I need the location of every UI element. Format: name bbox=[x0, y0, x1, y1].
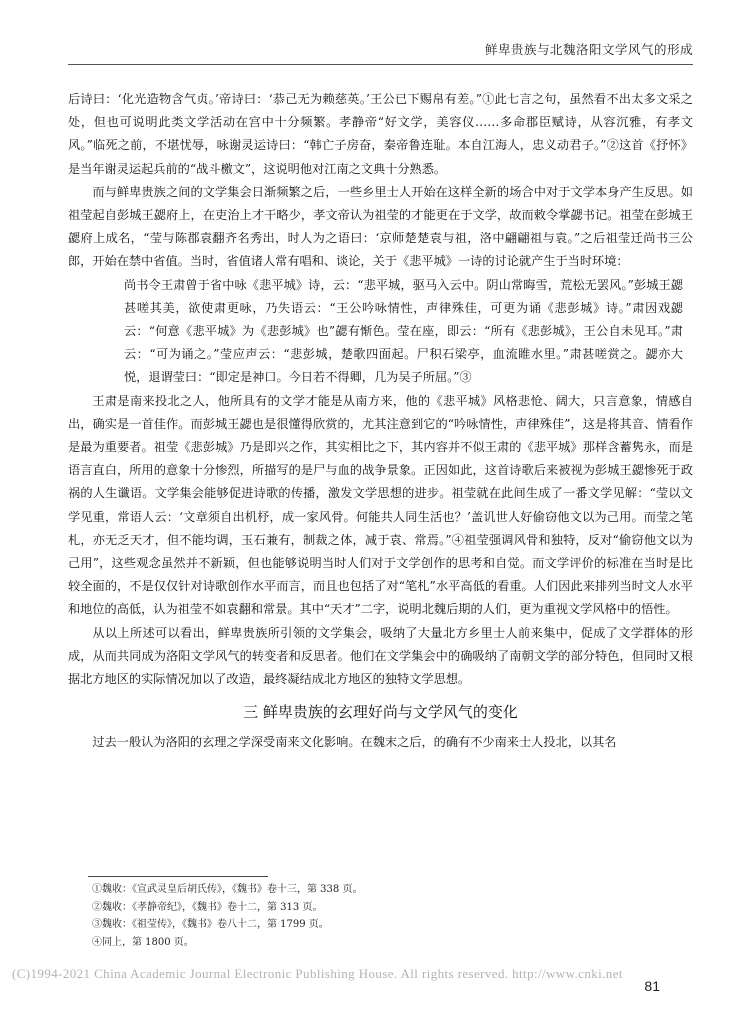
article-body bbox=[68, 88, 693, 754]
copyright-watermark: (C)1994-2021 China Academic Journal Electronic Publishing House. All rights reserved. http://www.cnki.net bbox=[12, 966, 623, 981]
footnotes bbox=[92, 881, 362, 951]
footnote-rule bbox=[88, 876, 268, 877]
footnote: ③魏收：《祖莹传》，《魏书》卷八十二，第 1799 页。 bbox=[92, 919, 329, 930]
footnote: ①魏收：《宣武灵皇后胡氏传》，《魏书》卷十三，第 338 页。 bbox=[92, 884, 363, 895]
running-header: 鲜卑贵族与北魏洛阳文学风气的形成 bbox=[484, 42, 693, 57]
section-heading: 三 鲜卑贵族的玄理好尚与文学风气的变化 bbox=[243, 703, 518, 722]
footnote: ②魏收：《孝静帝纪》，《魏书》卷十二，第 313 页。 bbox=[92, 901, 323, 913]
paragraph: 后诗曰：‘化光造物含气贞。’帝诗曰：‘恭己无为赖慈英。’王公已下赐帛有差。”①此七言之句，虽然看不出太多文采之处，但也可说明此类文学活动在宫中十分频繁。孝静帝“好文学，美容仪……多命郡臣赋诗，从容沉雅，有孝文风。”临死之前，不堪忧辱，咏谢灵运诗曰：“韩亡子房奋，秦帝鲁连耻。本自江海人，忠义动君子。”②这首《抒怀》是当年谢灵运起兵前的“战斗檄文”，这说明他对江南之文典十分熟悉。 bbox=[68, 92, 693, 176]
footnote: ④同上，第 1800 页。 bbox=[92, 936, 194, 948]
header-rule bbox=[68, 64, 693, 65]
paragraph: 从以上所述可以看出，鲜卑贵族所引领的文学集会，吸纳了大量北方乡里士人前来集中，促成了文学群体的形成，从而共同成为洛阳文学风气的转变者和反思者。他们在文学集会中的确吸纳了南朝文学的部分特色，但同时又根据北方地区的实际情况加以了改造，最终凝结成北方地区的独特文学思想。 bbox=[68, 625, 693, 687]
paragraph: 王肃是南来投北之人，他所具有的文学才能是从南方来，他的《悲平城》风格悲怆、阔大，只言意象，情感自出，确实是一首佳作。而彭城王勰也是很懂得欣赏的，尤其注意到它的“吟咏情性，声律殊佳”，这是将其音、情看作是最为重要者。祖莹《悲彭城》乃是即兴之作，其实相比之下，其内容并不似王肃的《悲平城》那样含蓄隽永，而是语言直白，所用的意象十分惨烈，所描写的是尸与血的战争景象。正因如此，这首诗歌后来被视为彭城王勰惨死于政祸的人生谶语。文学集会能够促进诗歌的传播，激发文学思想的进步。祖莹就在此间生成了一番文学见解：“莹以文学见重，常语人云：‘文章须自出机杼，成一家风骨。何能共人同生活也？’盖讥世人好偷窃他文以为己用。而莹之笔札，亦无乏天才，但不能均调，玉石兼有，制裁之体，减于袁、常焉。”④祖莹强调风骨和独特，反对“偷窃他文以为己用”，这些观念虽然并不新颖，但也能够说明当时人们对于文学创作的思考和自觉。而文学评价的标准在当时是比较全面的，不是仅仅针对诗歌创作水平而言，而且也包括了对“笔札”水平高低的看重。人们因此来排列当时文人水平和地位的高低，认为祖莹不如袁翻和常景。其中“天才”二字，说明北魏后期的人们，更为重视文学风格中的悟性。 bbox=[68, 393, 693, 617]
paragraph: 过去一般认为洛阳的玄理之学深受南来文化影响。在魏末之后，的确有不少南来士人投北，以其名 bbox=[92, 735, 617, 750]
paragraph: 而与鲜卑贵族之间的文学集会日渐频繁之后，一些乡里士人开始在这样全新的场合中对于文学本身产生反思。如祖莹起自彭城王勰府上，在吏治上才干略少，孝文帝认为祖莹的才能更在于文学，故而敕令掌勰书记。祖莹在彭城王勰府上成名，“莹与陈郡袁翻齐名秀出，时人为之语曰：‘京师楚楚袁与祖，洛中翩翩祖与袁。”之后祖莹迁尚书三公郎，开始在禁中省值。当时，省值诸人常有唱和、谈论，关于《悲平城》一诗的讨论就产生于当时环境： bbox=[68, 184, 693, 269]
page-number: 81 bbox=[644, 978, 660, 994]
block-quote: 尚书令王肃曾于省中咏《悲平城》诗，云：“悲平城，驱马入云中。阴山常晦雪，荒松无罢风。”彭城王勰甚嗟其美，欲使肃更咏，乃失语云：“王公吟咏情性，声律殊佳，可更为诵《悲彭城》诗。”肃因戏勰云：“何意《悲平城》为《悲彭城》也”勰有惭色。莹在座，即云：“所有《悲彭城》，王公自未见耳。”肃云：“可为诵之。”莹应声云：“悲彭城，楚歌四面起。尸积石梁亭，血流睢水里。”肃甚嗟赏之。勰亦大悦，退谓莹曰：“即定是神口。今日若不得卿，几为吴子所屈。”③ bbox=[124, 277, 683, 385]
